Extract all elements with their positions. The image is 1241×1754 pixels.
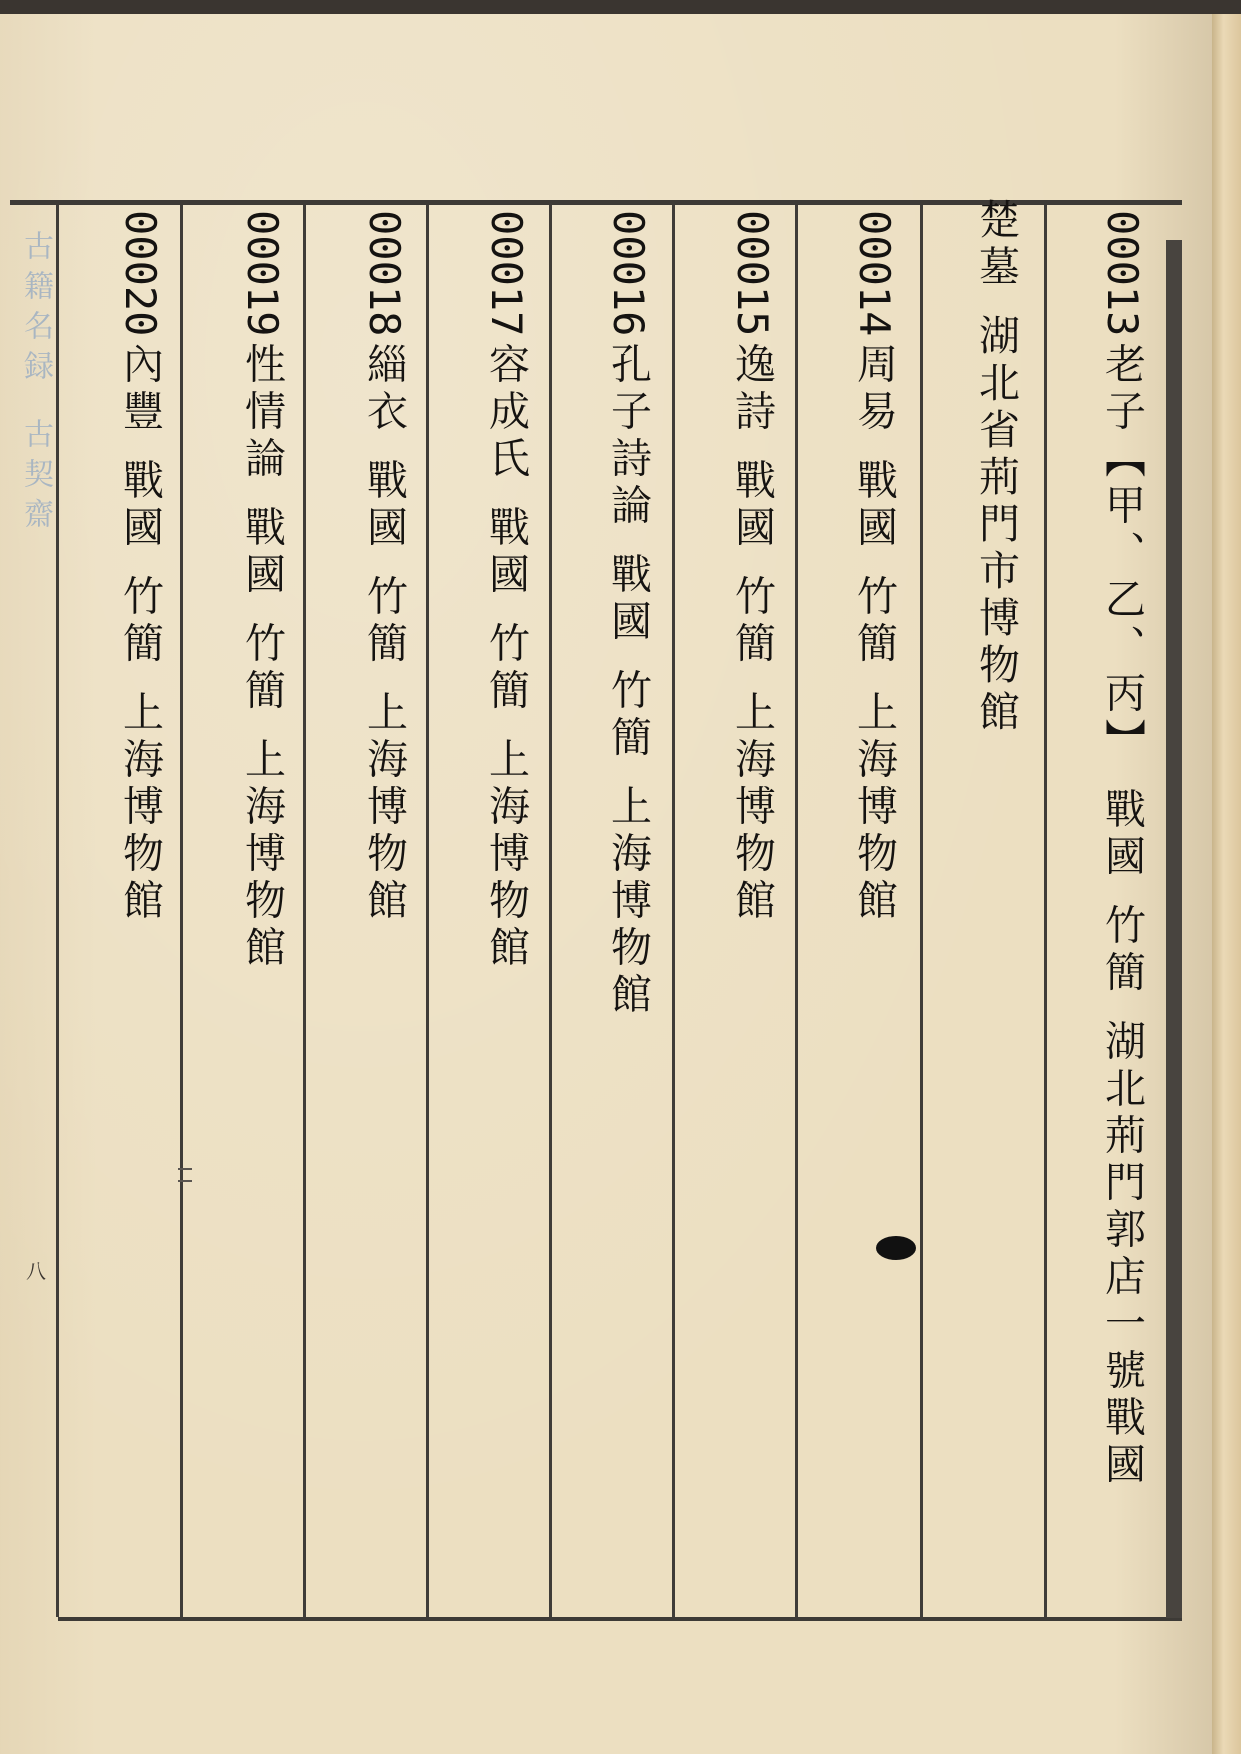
entry-location: 上海博物館 (116, 690, 164, 926)
entry-column (722, 210, 782, 925)
entry-title: 楚墓 (972, 198, 1020, 292)
page-fold (1212, 14, 1241, 1754)
frame-bottom-border (58, 1617, 1182, 1621)
entry-location: 上海博物館 (360, 690, 408, 926)
entry-number: 00015 (728, 210, 777, 337)
page-number: 八 (26, 1259, 46, 1283)
entry-column (1092, 210, 1152, 1489)
catalog-title: 古籍名録 (18, 230, 53, 390)
entry-period: 戰國 (1098, 787, 1146, 882)
entry-period: 戰國 (482, 505, 530, 600)
entry-number: 00018 (360, 210, 409, 337)
entry-title: 緇衣 (360, 342, 408, 437)
entry-number: 00016 (604, 210, 653, 337)
entry-location: 上海博物館 (238, 737, 286, 973)
ink-blot (876, 1236, 916, 1260)
column-rule (303, 205, 306, 1617)
entry-number: 00014 (850, 210, 899, 337)
entry-continuation (966, 198, 1026, 737)
column-rule (56, 205, 59, 1617)
entry-number: 00019 (238, 210, 287, 337)
entry-material: 竹簡 (116, 574, 164, 669)
entry-material: 竹簡 (360, 574, 408, 669)
entry-title: 逸詩 (728, 342, 776, 437)
column-rule (920, 205, 923, 1617)
entry-material: 竹簡 (850, 574, 898, 669)
sidebar-caption (18, 230, 52, 538)
entry-period: 戰國 (604, 552, 652, 647)
entry-location: 上海博物館 (604, 784, 652, 1020)
entry-column (354, 210, 414, 925)
column-rule (795, 205, 798, 1617)
entry-material: 竹簡 (482, 621, 530, 716)
column-rule (180, 205, 183, 1617)
top-edge (0, 0, 1241, 14)
entry-location: 湖北省荊門市博物館 (972, 314, 1020, 737)
entry-period: 戰國 (238, 505, 286, 600)
entry-number: 00013 (1098, 210, 1147, 337)
entry-title: 容成氏 (482, 342, 530, 484)
entry-title: 周易 (850, 342, 898, 437)
entry-column (110, 210, 170, 925)
entry-number: 00020 (116, 210, 165, 337)
entry-column (844, 210, 904, 925)
frame-right-border (1166, 240, 1182, 1618)
entry-column (232, 210, 292, 972)
entry-material: 竹簡 (238, 621, 286, 716)
entry-period: 戰國 (850, 458, 898, 553)
entry-location: 上海博物館 (482, 737, 530, 973)
column-rule (426, 205, 429, 1617)
entry-location: 上海博物館 (728, 690, 776, 926)
column-rule (672, 205, 675, 1617)
entry-title: 性情論 (238, 342, 286, 484)
entry-title: 孔子詩論 (604, 342, 652, 531)
entry-column (598, 210, 658, 1019)
studio-name: 古契齋 (18, 418, 53, 538)
entry-location: 湖北荊門郭店一號戰國 (1098, 1019, 1146, 1490)
entry-material: 竹簡 (728, 574, 776, 669)
entry-period: 戰國 (116, 458, 164, 553)
entry-material: 竹簡 (1098, 903, 1146, 998)
column-rule (549, 205, 552, 1617)
entry-title: 老子【甲、乙、丙】 (1098, 342, 1146, 766)
gutter-mark (178, 1168, 192, 1182)
column-rule (1044, 205, 1047, 1617)
entry-period: 戰國 (728, 458, 776, 553)
entry-number: 00017 (482, 210, 531, 337)
entry-column (476, 210, 536, 972)
entry-location: 上海博物館 (850, 690, 898, 926)
entry-material: 竹簡 (604, 668, 652, 763)
entry-period: 戰國 (360, 458, 408, 553)
entry-title: 內豐 (116, 342, 164, 437)
